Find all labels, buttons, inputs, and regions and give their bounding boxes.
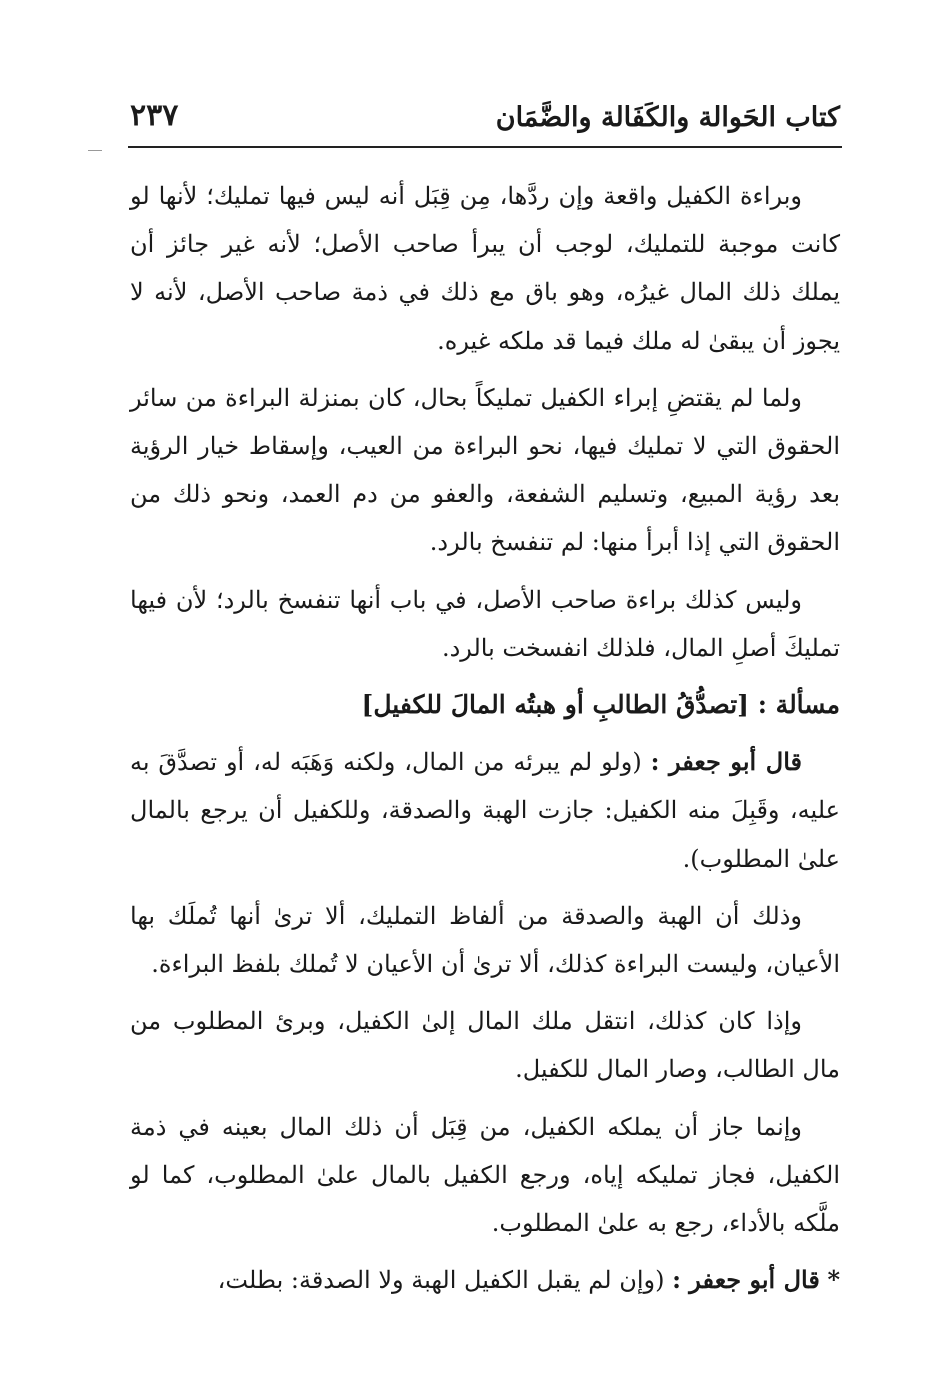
paragraph-3: وليس كذلك براءة صاحب الأصل، في باب أنها تنفسخ بالرد؛ لأن فيها تمليكَ أصلِ المال، فلذلك انفسخت بالرد. (130, 585, 840, 662)
speaker-name-2: قال أبو جعفر : (672, 1265, 820, 1295)
section-heading-label: مسألة : (757, 690, 840, 720)
page-number: ٢٣٧ (130, 98, 179, 133)
paragraph-1: وبراءة الكفيل واقعة وإن ردَّها، مِن قِبَل أنه ليس فيها تمليك؛ لأنها لو كانت موجبة للتمليك، لوجب أن يبرأ صاحب الأصل؛ لأنه غير جائز أن يملك ذلك المال غيرُه، وهو باق مع ذلك في ذمة صاحب الأصل، لأنه لا يجوز أن يبقىٰ له ملك فيما قد ملكه غيره. (130, 182, 840, 355)
speaker-name: قال أبو جعفر : (650, 747, 802, 777)
paragraph-4 (130, 738, 840, 883)
paragraph-7: وإنما جاز أن يملكه الكفيل، من قِبَل أن ذلك المال بعينه في ذمة الكفيل، فجاز تمليكه إياه، ورجع الكفيل بالمال علىٰ المطلوب، كما لو ملَّكه بالأداء، رجع به علىٰ المطلوب. (130, 1112, 840, 1238)
quote-text: (ولو لم يبرئه من المال، ولكنه وَهَبَه له، أو تصدَّقَ به عليه، وقَبِلَ منه الكفيل: جازت الهبة والصدقة، وللكفيل أن يرجع بالمال علىٰ المطلوب). (130, 748, 840, 873)
margin-mark (88, 150, 102, 151)
page-header (130, 96, 840, 142)
paragraph-5: وذلك أن الهبة والصدقة من ألفاظ التمليك، ألا ترىٰ أنها تُملَك بها الأعيان، وليست البراءة كذلك، ألا ترىٰ أن الأعيان لا تُملك بلفظ البراءة. (130, 901, 840, 979)
paragraph-2: ولما لم يقتضِ إبراء الكفيل تمليكاً بحال، كان بمنزلة البراءة من سائر الحقوق التي لا تمليك فيها، نحو البراءة من العيب، وإسقاط خيار الرؤية بعد رؤية المبيع، وتسليم الشفعة، والعفو من دم العمد، ونحو ذلك من الحقوق التي إذا أبرأ منها: لم تنفسخ بالرد. (130, 383, 840, 557)
chapter-title: كتاب الحَوالة والكَفَالة والضَّمَان (495, 102, 840, 133)
header-rule (128, 146, 842, 148)
paragraph-6: وإذا كان كذلك، انتقل ملك المال إلىٰ الكفيل، وبرئ المطلوب من مال الطالب، وصار المال للكفيل. (130, 1007, 840, 1084)
star-marker: * (827, 1265, 840, 1295)
section-heading (130, 681, 840, 729)
page-body (130, 172, 840, 1313)
paragraph-8 (130, 1256, 840, 1304)
quote-text-2: (وإن لم يقبل الكفيل الهبة ولا الصدقة: بطلت، (217, 1266, 673, 1295)
section-heading-title: [تصدُّقُ الطالبِ أو هبتُه المالَ للكفيل] (361, 690, 750, 720)
